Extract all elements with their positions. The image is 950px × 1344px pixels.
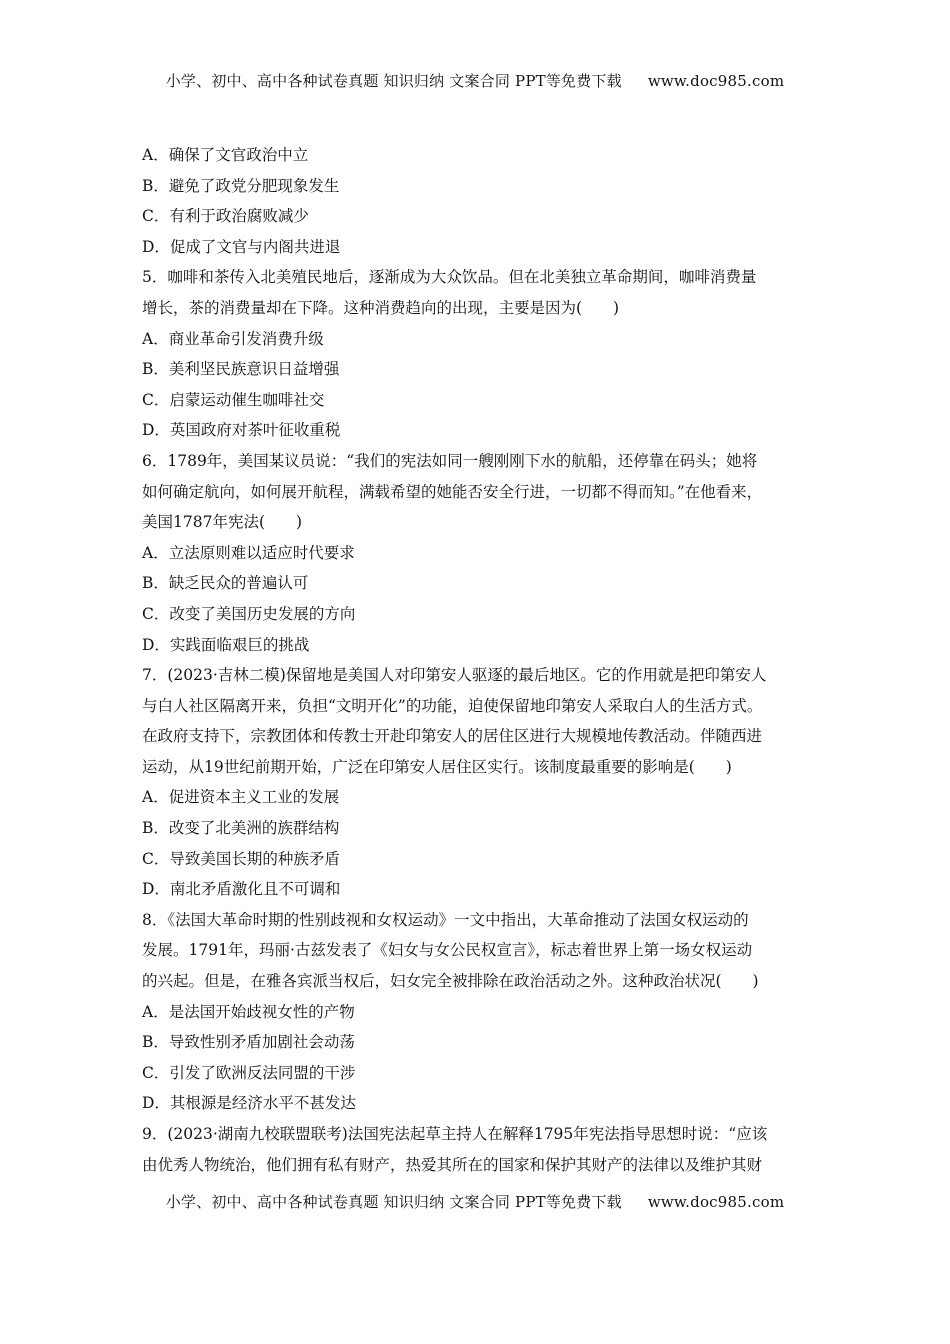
q5-option-b: B．美利坚民族意识日益增强	[142, 360, 340, 379]
q6-option-a: A．立法原则难以适应时代要求	[142, 543, 355, 562]
q9-stem-line: 9．(2023·湖南九校联盟联考)法国宪法起草主持人在解释1795年宪法指导思想时说：“应该	[142, 1125, 768, 1143]
q6-stem-line: 如何确定航向，如何展开航程，满载希望的她能否安全行进，一切都不得而知。”在他看来，	[142, 482, 763, 501]
q7-option-d: D．南北矛盾激化且不可调和	[142, 880, 341, 899]
question-7	[142, 660, 814, 905]
q6-option-d: D．实践面临艰巨的挑战	[142, 635, 310, 654]
question-9	[142, 1119, 814, 1180]
q9-stem-line: 由优秀人物统治，他们拥有私有财产，热爱其所在的国家和保护其财产的法律以及维护其财	[142, 1155, 763, 1174]
q4-option-d: D．促成了文官与内阁共进退	[142, 237, 341, 256]
page-header	[0, 70, 950, 91]
q8-option-c: C．引发了欧洲反法同盟的干涉	[142, 1063, 356, 1082]
q7-stem-line: 运动，从19世纪前期开始，广泛在印第安人居住区实行。该制度最重要的影响是( )	[142, 757, 732, 776]
q8-stem-line: 8．《法国大革命时期的性别歧视和女权运动》一文中指出，大革命推动了法国女权运动的	[142, 910, 749, 929]
q7-stem-line: 与白人社区隔离开来，负担“文明开化”的功能，迫使保留地印第安人采取白人的生活方式。	[142, 696, 763, 715]
q5-option-c: C．启蒙运动催生咖啡社交	[142, 390, 325, 409]
q8-stem-line: 的兴起。但是，在雅各宾派当权后，妇女完全被排除在政治活动之外。这种政治状况( )	[142, 972, 759, 991]
q7-stem-line: 7．(2023·吉林二模)保留地是美国人对印第安人驱逐的最后地区。它的作用就是把印第安人	[142, 666, 767, 685]
footer-site-link[interactable]: www.doc985.com	[647, 1193, 785, 1211]
q4-option-a: A．确保了文官政治中立	[142, 146, 309, 164]
question-8	[142, 905, 814, 1119]
q6-stem-line: 6．1789年，美国某议员说：“我们的宪法如同一艘刚刚下水的航船，还停靠在码头；她将	[142, 451, 758, 470]
q5-stem-line: 增长，茶的消费量却在下降。这种消费趋向的出现，主要是因为( )	[142, 298, 620, 317]
q5-stem-line: 5．咖啡和茶传入北美殖民地后，逐渐成为大众饮品。但在北美独立革命期间，咖啡消费量	[142, 268, 757, 287]
q7-option-c: C．导致美国长期的种族矛盾	[142, 849, 340, 868]
footer-text: 小学、初中、高中各种试卷真题 知识归纳 文案合同 PPT等免费下载	[165, 1193, 622, 1211]
header-site-link[interactable]: www.doc985.com	[647, 72, 785, 90]
q8-option-b: B．导致性别矛盾加剧社会动荡	[142, 1033, 355, 1052]
q4-option-c: C．有利于政治腐败减少	[142, 207, 309, 226]
q7-option-a: A．促进资本主义工业的发展	[142, 788, 340, 807]
q5-option-d: D．英国政府对茶叶征收重税	[142, 421, 341, 440]
q8-option-d: D．其根源是经济水平不甚发达	[142, 1094, 356, 1113]
document-body	[142, 140, 814, 1180]
question-4-options	[142, 140, 814, 262]
q7-option-b: B．改变了北美洲的族群结构	[142, 819, 340, 838]
question-6	[142, 446, 814, 660]
q6-stem-line: 美国1787年宪法( )	[142, 513, 303, 532]
q7-stem-line: 在政府支持下，宗教团体和传教士开赴印第安人的居住区进行大规模地传教活动。伴随西进	[142, 727, 763, 746]
q4-option-b: B．避免了政党分肥现象发生	[142, 176, 340, 195]
page-footer	[0, 1191, 950, 1212]
header-text: 小学、初中、高中各种试卷真题 知识归纳 文案合同 PPT等免费下载	[165, 72, 622, 90]
q8-option-a: A．是法国开始歧视女性的产物	[142, 1002, 355, 1021]
question-5	[142, 262, 814, 446]
q5-option-a: A．商业革命引发消费升级	[142, 329, 324, 348]
q6-option-c: C．改变了美国历史发展的方向	[142, 604, 356, 623]
q8-stem-line: 发展。1791年，玛丽·古兹发表了《妇女与女公民权宣言》，标志着世界上第一场女权运动	[142, 941, 753, 960]
q6-option-b: B．缺乏民众的普遍认可	[142, 574, 309, 593]
